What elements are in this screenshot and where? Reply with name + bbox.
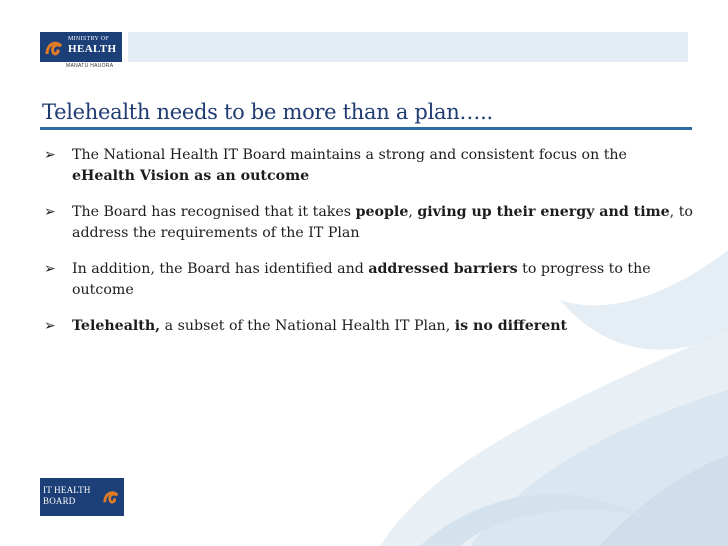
bullet-text: The National Health IT Board maintains a strong and consistent focus on the xyxy=(72,147,627,163)
arrow-bullet-icon: ➢ xyxy=(44,261,56,277)
arrow-bullet-icon: ➢ xyxy=(44,318,56,334)
board-logo-line1: IT HEALTH xyxy=(43,485,91,495)
bullet-text: In addition, the Board has identified and xyxy=(72,261,369,277)
logo-subtext: MANATŪ HAUORA xyxy=(66,63,114,69)
slide-title: Telehealth needs to be more than a plan….. xyxy=(42,100,493,124)
arrow-bullet-icon: ➢ xyxy=(44,147,56,163)
bullet-item xyxy=(44,316,694,337)
bullet-text-bold: eHealth Vision as an outcome xyxy=(72,168,310,184)
bullet-text: , xyxy=(408,204,418,220)
bullet-text: a subset of the National Health IT Plan, xyxy=(160,318,455,334)
title-divider xyxy=(40,127,692,130)
bullet-text-bold: people xyxy=(355,204,409,220)
bullet-item xyxy=(44,202,694,244)
bullet-text-bold: addressed barriers xyxy=(368,261,518,277)
bullet-text-bold: giving up their energy and time xyxy=(417,204,670,220)
bullet-text: to progress to the outcome xyxy=(72,261,651,298)
bullet-item xyxy=(44,259,694,301)
koru-icon xyxy=(44,36,64,58)
bullet-text-bold: Telehealth, xyxy=(72,318,161,334)
logo-text-line1: MINISTRY OF xyxy=(68,36,109,42)
header-bar xyxy=(128,32,688,62)
ministry-of-health-logo xyxy=(40,32,122,62)
bullet-item xyxy=(44,145,694,187)
bullet-list xyxy=(44,145,694,352)
board-logo-line2: BOARD xyxy=(43,496,76,506)
koru-icon xyxy=(102,485,120,507)
bullet-text-bold: is no different xyxy=(454,318,568,334)
bullet-text: , to address the requirements of the IT Plan xyxy=(72,204,693,241)
bullet-text: The Board has recognised that it takes xyxy=(72,204,356,220)
logo-text-line2: HEALTH xyxy=(68,43,117,55)
it-health-board-logo xyxy=(40,478,124,516)
arrow-bullet-icon: ➢ xyxy=(44,204,56,220)
